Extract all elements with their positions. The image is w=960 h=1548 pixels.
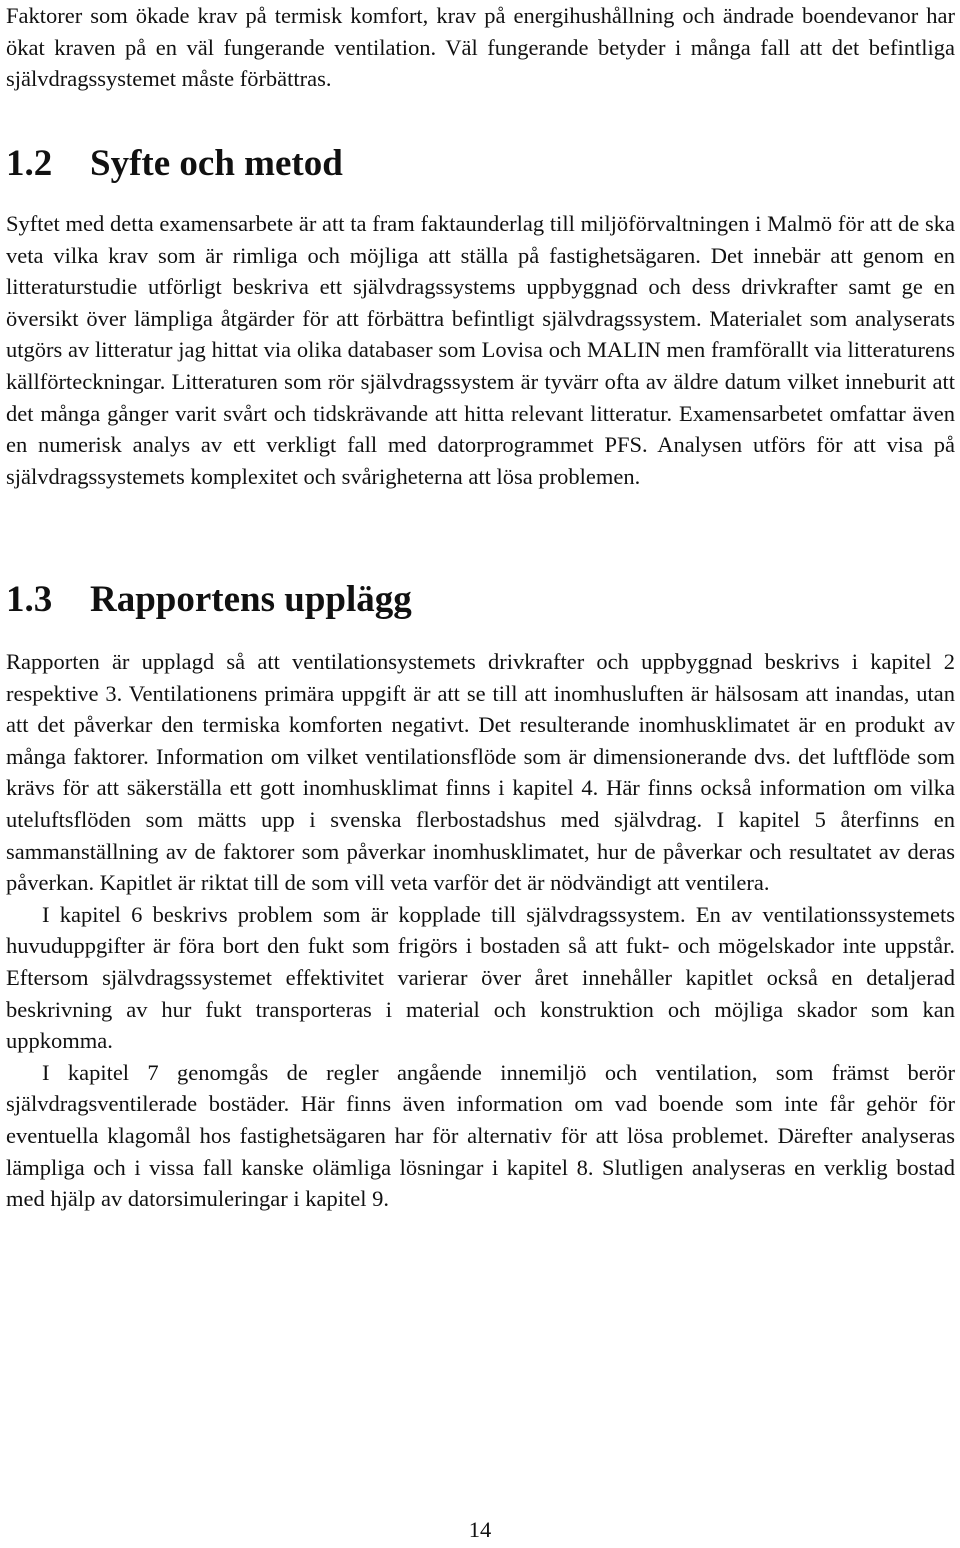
section-number: 1.3 xyxy=(6,579,53,620)
section-title: Rapportens upplägg xyxy=(90,579,412,620)
section-number: 1.2 xyxy=(6,143,53,184)
body-paragraph: I kapitel 6 beskrivs problem som är kopplade till självdragssystem. En av ventilationssystemets huvuduppgifter är föra bort den fukt som frigörs i bostaden så att fukt- och mögelskador inte uppstår. Eftersom självdragssystemet effektivitet varierar över året innehåller kapitlet också en detaljerad beskrivning av hur fukt transporteras i material och konstruktion och möjliga skador som kan uppkomma. xyxy=(6,901,955,1054)
intro-paragraph: Faktorer som ökade krav på termisk komfort, krav på energihushållning och ändrade boendevanor har ökat kraven på en väl fungerande ventilation. Väl fungerande betyder i många fall att det befintliga självdragssystemet måste förbättras. xyxy=(6,3,955,92)
section-title: Syfte och metod xyxy=(90,143,343,184)
page-number: 14 xyxy=(468,1517,492,1542)
body-paragraph: Rapporten är upplagd så att ventilationsystemets drivkrafter och uppbyggnad beskrivs i kapitel 2 respektive 3. Ventilationens primära uppgift är att se till att inomhusluften är hälsosam att inandas, utan att det påverkar den termiska komforten negativt. Det resulterande inomhusklimatet är en produkt av många faktorer. Information om vilket ventilationsflöde som är dimensionerande dvs. det luftflöde som krävs för att säkerställa ett gott inomhusklimat finns i kapitel 4. Här finns också information om vilka uteluftsflöden som mätts upp i svenska flerbostadshus med självdrag. I kapitel 5 återfinns en sammanställning av de faktorer som påverkar inomhusklimatet, hur de påverkar och resultatet av deras påverkan. Kapitlet är riktat till de som vill veta varför det är nödvändigt att ventilera. xyxy=(6,649,955,896)
section-heading-syfte-och-metod xyxy=(6,142,343,186)
body-paragraph: Syftet med detta examensarbete är att ta fram faktaunderlag till miljöförvaltningen i Malmö för att de ska veta vilka krav som är rimliga och möjliga att ställa på fastighetsägaren. Det innebär att genom en litteraturstudie utförligt beskriva ett självdragssystems uppbyggnad och dess drivkrafter samt ge en översikt över lämpliga åtgärder för att förbättra befintligt självdragssystem. Materialet som analyserats utgörs av litteratur jag hittat via olika databaser som Lovisa och MALIN men framförallt via litteraturens källförteckningar. Litteraturen som rör självdragssystem är tyvärr ofta av äldre datum vilket inneburit att det många gånger varit svårt och tidskrävande att hitta relevant litteratur. Examensarbetet omfattar även en numerisk analys av ett verkligt fall med datorprogrammet PFS. Analysen utförs för att visa på självdragssystemets komplexitet och svårigheterna att lösa problemen. xyxy=(6,211,955,489)
section-body-syfte-och-metod xyxy=(6,208,955,492)
body-paragraph: I kapitel 7 genomgås de regler angående innemiljö och ventilation, som främst berör självdragsventilerade bostäder. Här finns även information om vad boende som inte får gehör för eventuella klagomål hos fastighetsägaren har för alternativ för att lösa problemet. Därefter analyseras lämpliga och i vissa fall kanske olämliga lösningar i kapitel 8. Slutligen analyseras en verklig bostad med hjälp av datorsimuleringar i kapitel 9. xyxy=(6,1059,955,1212)
section-body-rapportens-upplagg xyxy=(6,646,955,1215)
section-heading-rapportens-upplagg xyxy=(6,578,412,622)
